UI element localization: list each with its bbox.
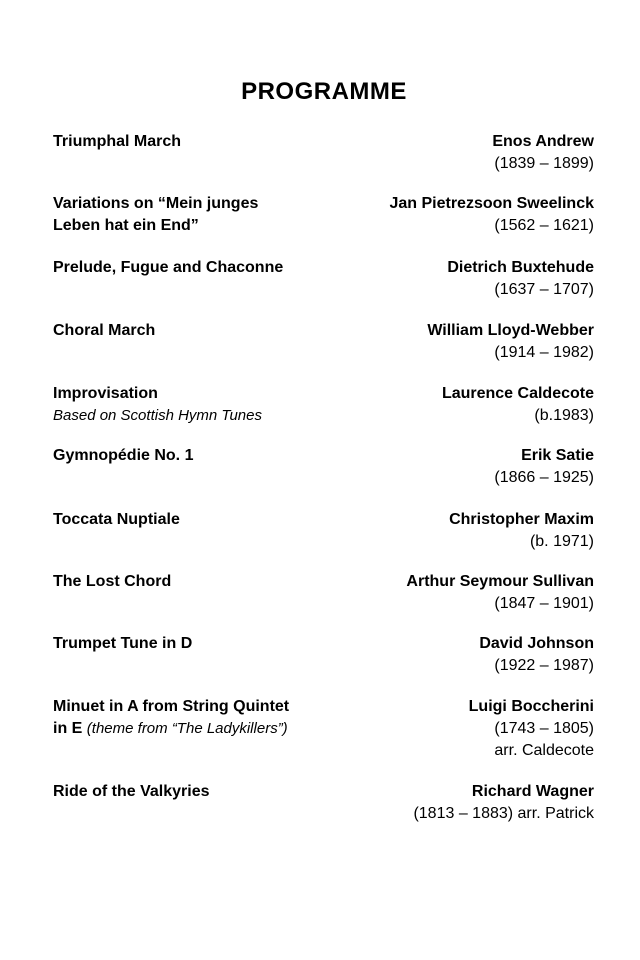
composer-dates: (1562 – 1621) <box>494 217 594 234</box>
piece-title: Choral March <box>53 322 156 339</box>
arrangement-note: arr. Caldecote <box>494 742 594 759</box>
piece-title: The Lost Chord <box>53 573 172 590</box>
composer-info <box>264 257 594 301</box>
composer-dates: (1922 – 1987) <box>494 657 594 674</box>
piece-title: Triumphal March <box>53 133 182 150</box>
page-title: PROGRAMME <box>241 78 407 105</box>
composer-name: David Johnson <box>479 635 594 652</box>
composer-name: Arthur Seymour Sullivan <box>406 573 594 590</box>
composer-dates: (1866 – 1925) <box>494 469 594 486</box>
piece-title-line1: Minuet in A from String Quintet <box>53 698 290 715</box>
composer-name: Erik Satie <box>521 447 594 464</box>
piece-title-key: in E <box>53 720 83 737</box>
piece-title-theme: (theme from “The Ladykillers”) <box>86 720 288 737</box>
piece-title: Ride of the Valkyries <box>53 783 210 800</box>
composer-dates: (b. 1971) <box>529 533 594 550</box>
composer-dates: (1637 – 1707) <box>494 281 594 298</box>
piece-title-line2: Leben hat ein End” <box>53 217 199 234</box>
composer-name: Luigi Boccherini <box>468 698 594 715</box>
composer-name: Laurence Caldecote <box>441 385 594 402</box>
composer-info <box>264 131 594 175</box>
composer-name: Dietrich Buxtehude <box>447 259 594 276</box>
piece-title: Improvisation <box>53 385 158 402</box>
composer-dates: (b.1983) <box>534 407 594 424</box>
composer-info <box>264 633 594 677</box>
composer-name: Christopher Maxim <box>449 511 594 528</box>
composer-name: Richard Wagner <box>471 783 594 800</box>
composer-info <box>264 696 594 762</box>
composer-dates: (1839 – 1899) <box>494 155 594 172</box>
composer-dates: (1847 – 1901) <box>494 595 594 612</box>
composer-dates: (1813 – 1883) arr. Patrick <box>413 805 594 822</box>
composer-info <box>264 193 594 237</box>
composer-info <box>264 781 594 825</box>
composer-info <box>264 509 594 553</box>
piece-title: Gymnopédie No. 1 <box>53 447 194 464</box>
composer-name: Enos Andrew <box>492 133 594 150</box>
piece-title: Prelude, Fugue and Chaconne <box>53 259 284 276</box>
composer-name: Jan Pietrezsoon Sweelinck <box>389 195 594 212</box>
piece-title-line1: Variations on “Mein junges <box>53 195 259 212</box>
piece-subtitle: Based on Scottish Hymn Tunes <box>53 407 262 424</box>
composer-info <box>264 445 594 489</box>
composer-info <box>264 383 594 427</box>
piece-title: Trumpet Tune in D <box>53 635 193 652</box>
piece-title: Toccata Nuptiale <box>53 511 180 528</box>
composer-dates: (1914 – 1982) <box>494 344 594 361</box>
composer-name: William Lloyd-Webber <box>427 322 594 339</box>
composer-dates: (1743 – 1805) <box>494 720 594 737</box>
composer-info <box>264 320 594 364</box>
composer-info <box>264 571 594 615</box>
